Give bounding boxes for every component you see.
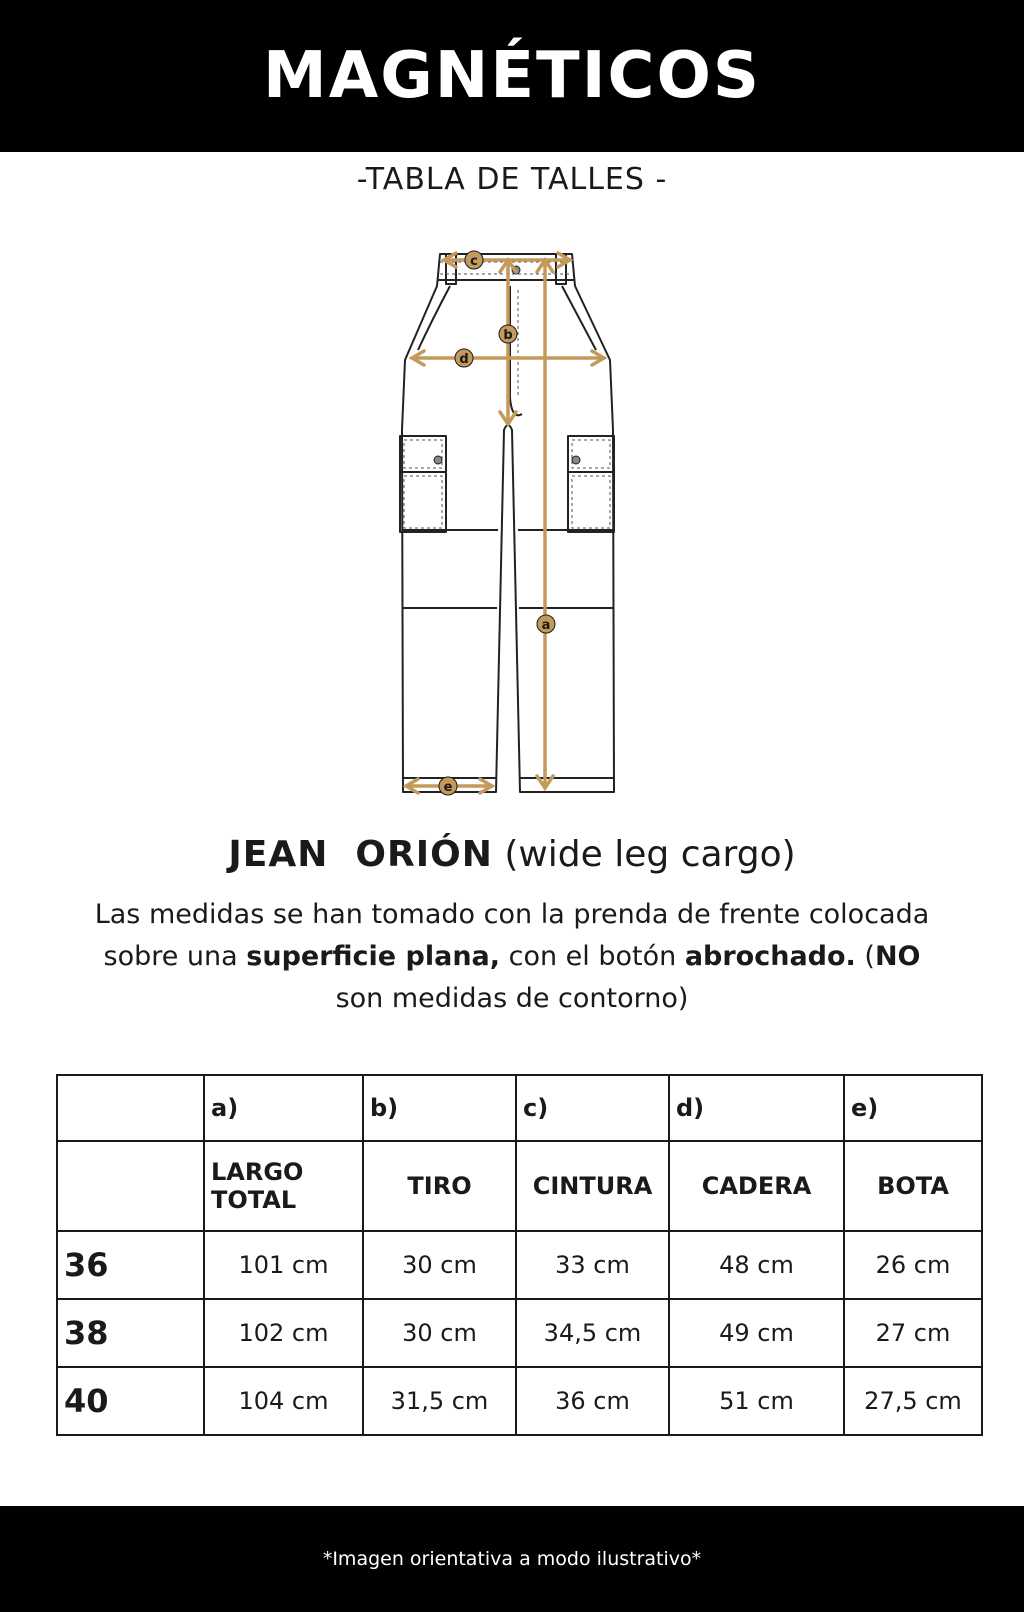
table-header-row xyxy=(57,1141,982,1231)
header-tiro: TIRO xyxy=(363,1141,516,1231)
measure-a-label: a xyxy=(541,618,551,633)
table-header-empty xyxy=(57,1141,204,1231)
size-table xyxy=(56,1074,983,1436)
page-subtitle: -TABLA DE TALLES - xyxy=(356,162,668,197)
brand-title: MAGNÉTICOS xyxy=(263,39,761,113)
letter-d: d) xyxy=(669,1075,844,1141)
header-largo-total: LARGO TOTAL xyxy=(204,1141,363,1231)
table-cell: 30 cm xyxy=(363,1299,516,1367)
table-row xyxy=(57,1299,982,1367)
table-letter-row xyxy=(57,1075,982,1141)
header-cadera: CADERA xyxy=(669,1141,844,1231)
table-cell: 26 cm xyxy=(844,1231,982,1299)
size-label: 38 xyxy=(57,1299,204,1367)
measure-d-label: d xyxy=(459,352,469,367)
measure-b-label: b xyxy=(503,328,513,343)
header-bota: BOTA xyxy=(844,1141,982,1231)
table-cell: 33 cm xyxy=(516,1231,669,1299)
table-cell: 48 cm xyxy=(669,1231,844,1299)
letter-a: a) xyxy=(204,1075,363,1141)
letter-e: e) xyxy=(844,1075,982,1141)
desc-text-1: Las medidas se han tomado con la prenda de frente colocada sobre una xyxy=(94,899,930,972)
size-label: 40 xyxy=(57,1367,204,1435)
table-cell: 102 cm xyxy=(204,1299,363,1367)
table-cell: 104 cm xyxy=(204,1367,363,1435)
letter-b: b) xyxy=(363,1075,516,1141)
table-cell: 27,5 cm xyxy=(844,1367,982,1435)
table-row xyxy=(57,1231,982,1299)
table-cell: 31,5 cm xyxy=(363,1367,516,1435)
desc-text-3: ( xyxy=(855,941,875,972)
footer-note: *Imagen orientativa a modo ilustrativo* xyxy=(322,1548,702,1570)
desc-bold-2: abrochado. xyxy=(684,941,856,972)
table-cell: 51 cm xyxy=(669,1367,844,1435)
table-cell: 27 cm xyxy=(844,1299,982,1367)
table-corner-cell xyxy=(57,1075,204,1141)
measure-c-label: c xyxy=(470,254,478,269)
product-name: JEAN ORIÓN xyxy=(228,834,493,875)
header-cintura: CINTURA xyxy=(516,1141,669,1231)
product-title xyxy=(0,834,1024,875)
desc-bold-1: superficie plana, xyxy=(246,941,501,972)
table-row xyxy=(57,1367,982,1435)
product-style: (wide leg cargo) xyxy=(504,834,796,875)
measure-e-label: e xyxy=(443,780,453,795)
desc-bold-3: NO xyxy=(874,941,921,972)
letter-c: c) xyxy=(516,1075,669,1141)
table-cell: 34,5 cm xyxy=(516,1299,669,1367)
table-cell: 101 cm xyxy=(204,1231,363,1299)
size-label: 36 xyxy=(57,1231,204,1299)
measurement-description xyxy=(80,894,944,1020)
table-cell: 49 cm xyxy=(669,1299,844,1367)
desc-text-2: con el botón xyxy=(500,941,685,972)
table-cell: 30 cm xyxy=(363,1231,516,1299)
desc-text-4: son medidas de contorno) xyxy=(335,983,689,1014)
table-cell: 36 cm xyxy=(516,1367,669,1435)
footer-bar xyxy=(0,1506,1024,1612)
